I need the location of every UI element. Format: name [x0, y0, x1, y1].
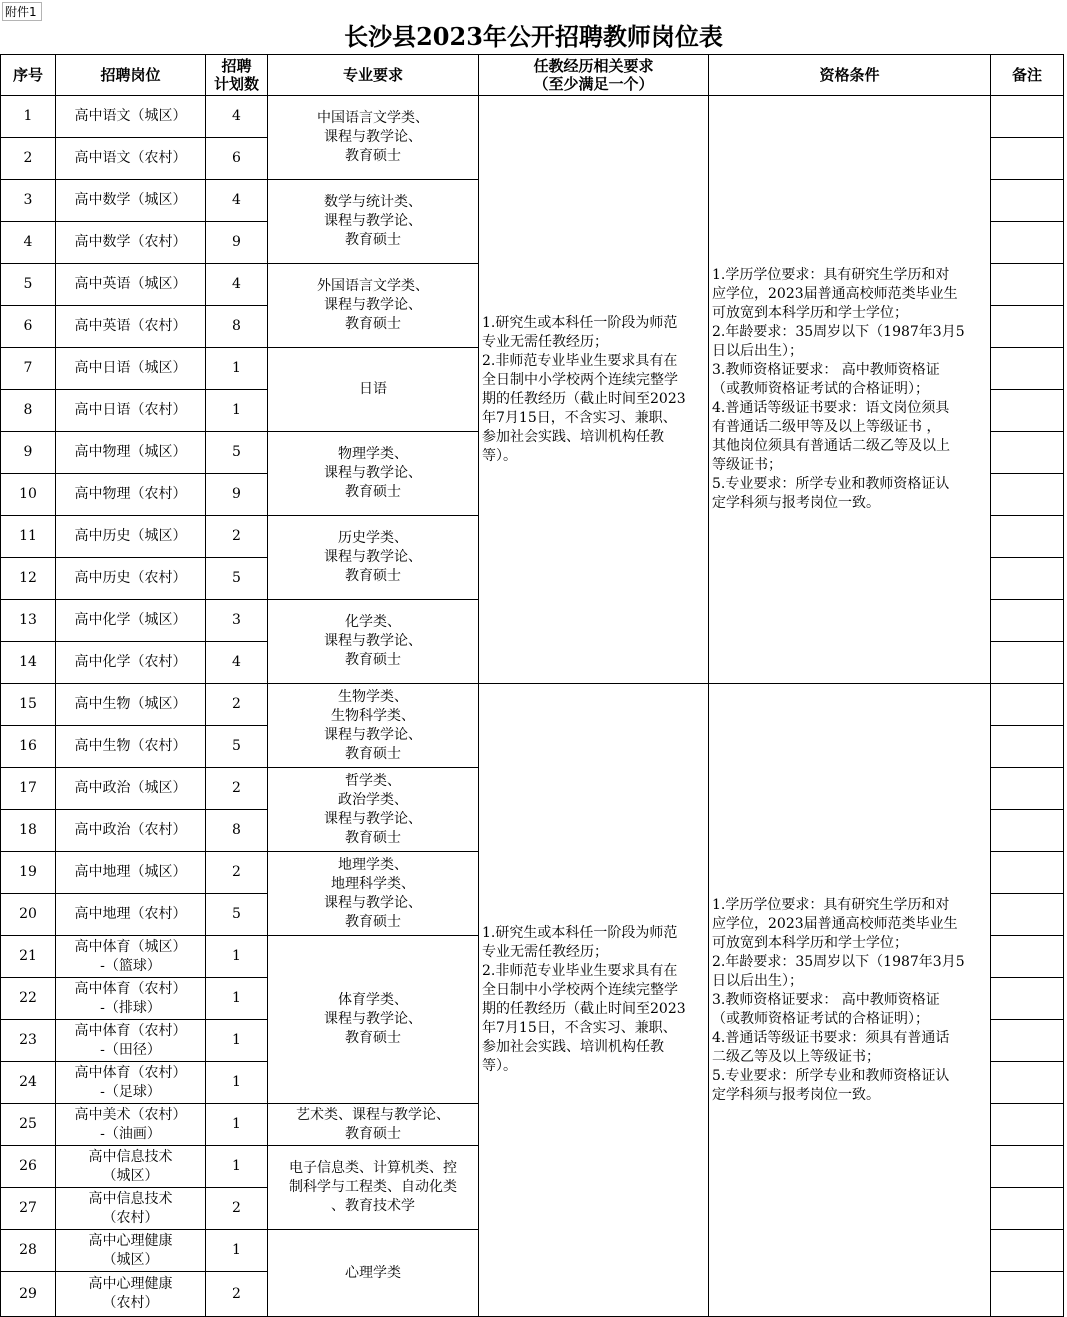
note-cell [991, 684, 1064, 726]
post-cell [56, 516, 206, 558]
cell-line: 高中心理健康 [88, 1276, 173, 1292]
seq-cell: 14 [1, 642, 56, 684]
cell-line: 可放宽到本科学历和学士学位； [712, 305, 908, 321]
post-cell [56, 264, 206, 306]
cell-line: 1.学历学位要求：具有研究生学历和对 [712, 896, 950, 913]
cell-line: 课程与教学论、 [324, 633, 422, 649]
plan-count-cell: 1 [206, 1020, 268, 1062]
note-cell [991, 96, 1064, 138]
post-cell [56, 642, 206, 684]
plan-count-cell: 1 [206, 348, 268, 390]
post-cell [56, 1230, 206, 1272]
major-cell [268, 180, 479, 264]
header-note: 备注 [991, 55, 1064, 96]
major-cell [268, 600, 479, 684]
plan-count-cell: 1 [206, 1146, 268, 1188]
cell-line: 2.非师范专业毕业生要求具有在 [482, 963, 678, 979]
cell-line: 2.年龄要求：35周岁以下（1987年3月5 [712, 953, 965, 970]
plan-count-cell: 1 [206, 1062, 268, 1104]
note-cell [991, 390, 1064, 432]
post-cell [56, 978, 206, 1020]
note-cell [991, 1062, 1064, 1104]
cell-line: 课程与教学论、 [324, 213, 422, 229]
cell-line: 教育硕士 [345, 1125, 401, 1142]
cell-line: 高中地理（农村） [74, 906, 187, 922]
cell-line: -（足球） [100, 1083, 161, 1100]
cell-line: 高中化学（农村） [74, 654, 187, 670]
cell-line: 教育硕士 [345, 148, 401, 164]
post-cell [56, 684, 206, 726]
cell-line: -（篮球） [100, 957, 161, 974]
plan-count-cell: 4 [206, 642, 268, 684]
cell-line: 等）。 [482, 447, 517, 464]
seq-cell: 7 [1, 348, 56, 390]
cell-line: 高中政治（城区） [74, 780, 187, 796]
post-cell [56, 852, 206, 894]
cell-line: 教育硕士 [345, 913, 401, 930]
cell-line: 制科学与工程类、自动化类 [289, 1179, 457, 1195]
note-cell [991, 1188, 1064, 1230]
major-cell [268, 1104, 479, 1146]
cell-line: 年7月15日，不含实习、兼职、 [482, 1020, 677, 1036]
post-cell [56, 222, 206, 264]
experience-cell [479, 684, 709, 1317]
note-cell [991, 180, 1064, 222]
seq-cell: 13 [1, 600, 56, 642]
cell-line: 教育硕士 [345, 232, 401, 248]
cell-line: 1.研究生或本科任一阶段为师范 [482, 314, 678, 331]
plan-count-cell: 9 [206, 222, 268, 264]
cell-line: 政治学类、 [338, 791, 408, 808]
cell-line: 生物学类、 [338, 688, 408, 705]
cell-line: 高中体育（农村） [74, 980, 187, 997]
cell-line: 1.研究生或本科任一阶段为师范 [482, 925, 678, 941]
post-cell [56, 1146, 206, 1188]
cell-line: 高中数学（农村） [74, 234, 187, 250]
plan-count-cell: 4 [206, 96, 268, 138]
post-cell [56, 600, 206, 642]
cell-line: 教育硕士 [345, 568, 401, 584]
cell-line: 体育学类、 [338, 992, 408, 1008]
experience-cell [479, 96, 709, 684]
cell-line: （农村） [102, 1209, 159, 1226]
seq-cell: 6 [1, 306, 56, 348]
cell-line: 生物科学类、 [331, 707, 415, 724]
cell-line: 艺术类、课程与教学论、 [296, 1106, 450, 1123]
cell-line: 4.普通话等级证书要求：语文岗位须具 [712, 400, 950, 416]
cell-line: （或教师资格证考试的合格证明）； [712, 381, 929, 397]
seq-cell: 28 [1, 1230, 56, 1272]
header-experience: 任教经历相关要求 （至少满足一个） [479, 55, 709, 96]
cell-line: -（排球） [100, 999, 161, 1016]
note-cell [991, 1272, 1064, 1317]
note-cell [991, 810, 1064, 852]
cell-line: 高中物理（农村） [74, 486, 187, 502]
cell-line: 高中英语（城区） [74, 276, 187, 292]
table-body [1, 96, 1064, 1317]
cell-line: 课程与教学论、 [324, 1011, 422, 1027]
post-cell [56, 810, 206, 852]
cell-line: -（油画） [100, 1125, 161, 1142]
cell-line: 2.非师范专业毕业生要求具有在 [482, 352, 678, 369]
cell-line: 2.年龄要求：35周岁以下（1987年3月5 [712, 324, 965, 340]
recruitment-table [0, 54, 1064, 1317]
note-cell [991, 978, 1064, 1020]
seq-cell: 16 [1, 726, 56, 768]
post-cell [56, 1104, 206, 1146]
cell-line: 历史学类、 [338, 530, 408, 546]
major-cell [268, 684, 479, 768]
cell-line: 高中数学（城区） [74, 192, 187, 208]
cell-line: 高中生物（城区） [74, 696, 187, 712]
post-cell [56, 474, 206, 516]
major-cell [268, 264, 479, 348]
cell-line: 二级乙等及以上等级证书； [712, 1048, 880, 1065]
cell-line: （城区） [102, 1251, 159, 1268]
header-post: 招聘岗位 [56, 55, 206, 96]
cell-line: 可放宽到本科学历和学士学位； [712, 934, 908, 951]
cell-line: 地理学类、 [338, 856, 408, 873]
plan-count-cell: 5 [206, 558, 268, 600]
cell-line: 高中体育（城区） [74, 938, 187, 955]
cell-line: 高中语文（农村） [74, 150, 187, 166]
plan-count-cell: 2 [206, 852, 268, 894]
seq-cell: 20 [1, 894, 56, 936]
cell-line: 、教育技术学 [331, 1198, 415, 1214]
seq-cell: 26 [1, 1146, 56, 1188]
major-cell [268, 96, 479, 180]
plan-count-cell: 2 [206, 516, 268, 558]
seq-cell: 22 [1, 978, 56, 1020]
cell-line: 课程与教学论、 [324, 549, 422, 565]
cell-line: 期的任教经历（截止时间至2023 [482, 1001, 686, 1017]
plan-count-cell: 2 [206, 684, 268, 726]
cell-line: 物理学类、 [338, 446, 408, 462]
plan-count-cell: 2 [206, 1188, 268, 1230]
note-cell [991, 600, 1064, 642]
cell-line: 高中体育（农村） [74, 1064, 187, 1081]
seq-cell: 11 [1, 516, 56, 558]
table-row [1, 96, 1064, 138]
major-cell [268, 516, 479, 600]
seq-cell: 15 [1, 684, 56, 726]
seq-cell: 24 [1, 1062, 56, 1104]
post-cell [56, 768, 206, 810]
post-cell [56, 894, 206, 936]
cell-line: 参加社会实践、培训机构任教 [482, 428, 664, 445]
cell-line: 教育硕士 [345, 484, 401, 500]
seq-cell: 1 [1, 96, 56, 138]
cell-line: 年7月15日，不含实习、兼职、 [482, 409, 677, 426]
header-row [1, 55, 1064, 96]
cell-line: 日以后出生）； [712, 343, 803, 359]
seq-cell: 8 [1, 390, 56, 432]
cell-line: 高中历史（农村） [74, 570, 187, 586]
cell-line: 应学位，2023届普通高校师范类毕业生 [712, 286, 958, 302]
cell-line: 3.教师资格证要求： 高中教师资格证 [712, 991, 940, 1008]
note-cell [991, 1104, 1064, 1146]
cell-line: 课程与教学论、 [324, 465, 422, 481]
plan-count-cell: 1 [206, 978, 268, 1020]
cell-line: 化学类、 [345, 614, 401, 630]
note-cell [991, 558, 1064, 600]
cell-line: 教育硕士 [345, 652, 401, 668]
plan-count-cell: 5 [206, 432, 268, 474]
major-cell [268, 1230, 479, 1317]
note-cell [991, 642, 1064, 684]
cell-line: 1.学历学位要求：具有研究生学历和对 [712, 267, 950, 283]
note-cell [991, 726, 1064, 768]
cell-line: 高中地理（城区） [74, 864, 187, 880]
cell-line: 高中政治（农村） [74, 822, 187, 838]
cell-line: 教育硕士 [345, 316, 401, 332]
cell-line: 等级证书； [712, 457, 782, 473]
plan-count-cell: 1 [206, 390, 268, 432]
cell-line: 心理学类 [345, 1264, 401, 1281]
cell-line: 地理科学类、 [331, 875, 415, 892]
major-cell [268, 348, 479, 432]
cell-line: 课程与教学论、 [324, 894, 422, 911]
post-cell [56, 1062, 206, 1104]
plan-count-cell: 8 [206, 810, 268, 852]
note-cell [991, 306, 1064, 348]
cell-line: 5.专业要求：所学专业和教师资格证认 [712, 1067, 950, 1084]
note-cell [991, 138, 1064, 180]
cell-line: 全日制中小学校两个连续完整学 [482, 982, 678, 998]
cell-line: 等）。 [482, 1058, 517, 1074]
note-cell [991, 264, 1064, 306]
cell-line: 课程与教学论、 [324, 129, 422, 145]
note-cell [991, 222, 1064, 264]
cell-line: （或教师资格证考试的合格证明）； [712, 1010, 929, 1027]
note-cell [991, 852, 1064, 894]
seq-cell: 21 [1, 936, 56, 978]
cell-line: 日语 [359, 381, 387, 397]
plan-count-cell: 4 [206, 264, 268, 306]
note-cell [991, 894, 1064, 936]
cell-line: 高中语文（城区） [74, 108, 187, 124]
seq-cell: 2 [1, 138, 56, 180]
post-cell [56, 936, 206, 978]
qualification-cell [709, 684, 991, 1317]
seq-cell: 18 [1, 810, 56, 852]
seq-cell: 19 [1, 852, 56, 894]
plan-count-cell: 5 [206, 726, 268, 768]
note-cell [991, 432, 1064, 474]
cell-line: 教育硕士 [345, 745, 401, 762]
cell-line: 其他岗位须具有普通话二级乙等及以上 [712, 438, 950, 454]
cell-line: 高中心理健康 [88, 1232, 173, 1249]
cell-line: 期的任教经历（截止时间至2023 [482, 390, 686, 407]
cell-line: 高中物理（城区） [74, 444, 187, 460]
note-cell [991, 1146, 1064, 1188]
cell-line: 课程与教学论、 [324, 726, 422, 743]
major-cell [268, 852, 479, 936]
note-cell [991, 516, 1064, 558]
cell-line: 高中日语（农村） [74, 402, 187, 418]
cell-line: 高中英语（农村） [74, 318, 187, 334]
seq-cell: 12 [1, 558, 56, 600]
cell-line: 高中化学（城区） [74, 612, 187, 628]
header-plan-count: 招聘 计划数 [206, 55, 268, 96]
cell-line: 外国语言文学类、 [317, 278, 429, 294]
seq-cell: 27 [1, 1188, 56, 1230]
cell-line: 高中美术（农村） [74, 1106, 187, 1123]
cell-line: 高中生物（农村） [74, 738, 187, 754]
note-cell [991, 1230, 1064, 1272]
cell-line: 专业无需任教经历； [482, 333, 608, 350]
cell-line: 高中信息技术 [88, 1190, 173, 1207]
cell-line: -（田径） [100, 1041, 161, 1058]
cell-line: 教育硕士 [345, 1030, 401, 1046]
cell-line: 5.专业要求：所学专业和教师资格证认 [712, 476, 950, 492]
plan-count-cell: 2 [206, 1272, 268, 1317]
post-cell [56, 306, 206, 348]
cell-line: 课程与教学论、 [324, 810, 422, 827]
seq-cell: 9 [1, 432, 56, 474]
table-row [1, 684, 1064, 726]
cell-line: 参加社会实践、培训机构任教 [482, 1039, 664, 1055]
cell-line: 高中体育（农村） [74, 1022, 187, 1039]
seq-cell: 25 [1, 1104, 56, 1146]
cell-line: 哲学类、 [345, 772, 401, 789]
note-cell [991, 348, 1064, 390]
cell-line: 数学与统计类、 [324, 194, 422, 210]
cell-line: 中国语言文学类、 [317, 110, 429, 126]
header-seq: 序号 [1, 55, 56, 96]
major-cell [268, 936, 479, 1104]
post-cell [56, 180, 206, 222]
plan-count-cell: 1 [206, 936, 268, 978]
post-cell [56, 348, 206, 390]
seq-cell: 4 [1, 222, 56, 264]
annex-label: 附件1 [2, 2, 42, 21]
post-cell [56, 726, 206, 768]
cell-line: 定学科须与报考岗位一致。 [712, 1086, 880, 1103]
post-cell [56, 1020, 206, 1062]
cell-line: 教育硕士 [345, 829, 401, 846]
seq-cell: 23 [1, 1020, 56, 1062]
qualification-cell [709, 96, 991, 684]
header-major: 专业要求 [268, 55, 479, 96]
header-qualification: 资格条件 [709, 55, 991, 96]
cell-line: 高中历史（城区） [74, 528, 187, 544]
cell-line: 定学科须与报考岗位一致。 [712, 495, 880, 511]
document-title: 长沙县2023年公开招聘教师岗位表 [344, 22, 723, 51]
major-cell [268, 1146, 479, 1230]
post-cell [56, 390, 206, 432]
note-cell [991, 936, 1064, 978]
post-cell [56, 1188, 206, 1230]
seq-cell: 17 [1, 768, 56, 810]
seq-cell: 10 [1, 474, 56, 516]
seq-cell: 5 [1, 264, 56, 306]
cell-line: 3.教师资格证要求： 高中教师资格证 [712, 362, 940, 378]
cell-line: （农村） [102, 1295, 159, 1311]
post-cell [56, 138, 206, 180]
post-cell [56, 1272, 206, 1317]
cell-line: 有普通话二级甲等及以上等级证书 ， [712, 419, 941, 435]
major-cell [268, 768, 479, 852]
plan-count-cell: 5 [206, 894, 268, 936]
cell-line: 课程与教学论、 [324, 297, 422, 313]
major-cell [268, 432, 479, 516]
plan-count-cell: 3 [206, 600, 268, 642]
note-cell [991, 1020, 1064, 1062]
seq-cell: 29 [1, 1272, 56, 1317]
cell-line: 应学位，2023届普通高校师范类毕业生 [712, 915, 958, 932]
cell-line: 日以后出生）； [712, 972, 803, 989]
plan-count-cell: 2 [206, 768, 268, 810]
cell-line: 专业无需任教经历； [482, 944, 608, 960]
cell-line: （城区） [102, 1167, 159, 1184]
plan-count-cell: 8 [206, 306, 268, 348]
post-cell [56, 432, 206, 474]
cell-line: 高中信息技术 [88, 1148, 173, 1165]
cell-line: 4.普通话等级证书要求：须具有普通话 [712, 1029, 950, 1046]
note-cell [991, 474, 1064, 516]
cell-line: 高中日语（城区） [74, 360, 187, 376]
note-cell [991, 768, 1064, 810]
post-cell [56, 558, 206, 600]
plan-count-cell: 4 [206, 180, 268, 222]
seq-cell: 3 [1, 180, 56, 222]
plan-count-cell: 1 [206, 1230, 268, 1272]
plan-count-cell: 9 [206, 474, 268, 516]
plan-count-cell: 1 [206, 1104, 268, 1146]
cell-line: 全日制中小学校两个连续完整学 [482, 371, 678, 388]
cell-line: 电子信息类、计算机类、控 [289, 1160, 457, 1176]
plan-count-cell: 6 [206, 138, 268, 180]
post-cell [56, 96, 206, 138]
